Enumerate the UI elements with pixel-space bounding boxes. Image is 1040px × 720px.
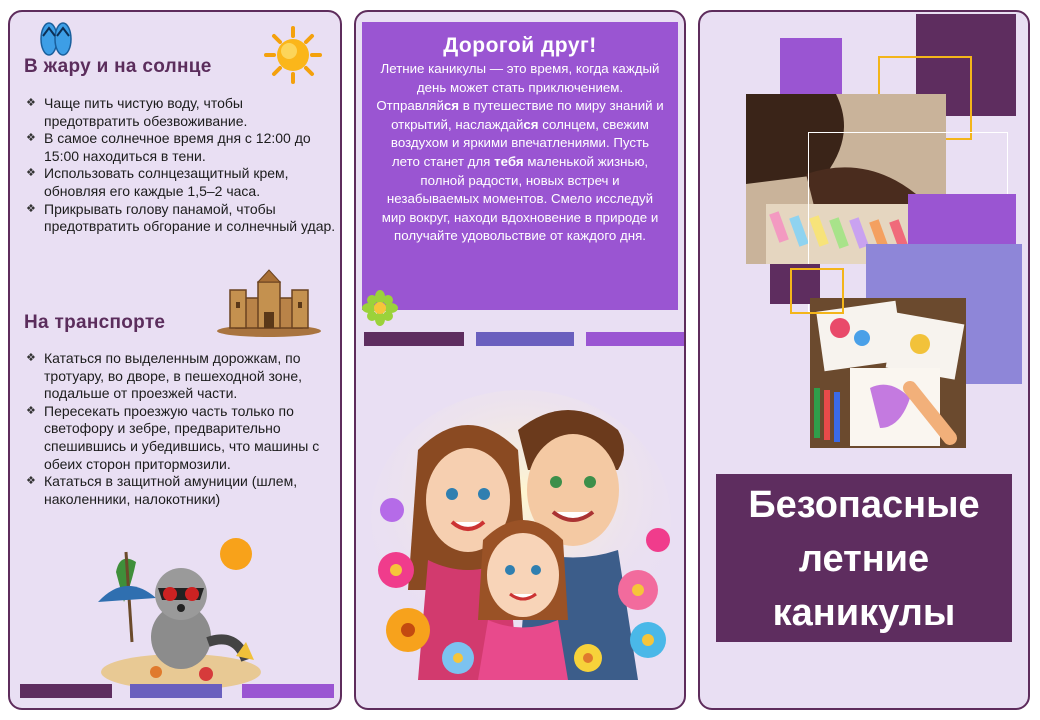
- list-item: ❖ Кататься по выделенным дорожкам, по тротуару, во дворе, в пешеходной зоне, подальше от проезжей части.: [26, 350, 340, 403]
- section-title-heat: В жару и на солнце: [24, 56, 212, 77]
- heat-tips-list: [26, 95, 336, 236]
- decor-outline: [790, 268, 844, 314]
- transport-tips-list: [26, 350, 340, 508]
- title-line: Безопасные: [748, 484, 980, 526]
- brochure-title: [716, 474, 1012, 642]
- flip-flops-icon: [38, 18, 74, 58]
- decor-bar-1: [20, 684, 112, 698]
- middle-panel: [354, 10, 686, 710]
- decor-bar-3: [586, 332, 686, 346]
- list-item: ❖ Пересекать проезжую часть только по светофору и зебре, предварительно спешившись и убедившись, что машины с обеих сторон притормозили.: [26, 403, 340, 473]
- section-title-transport: На транспорте: [24, 312, 166, 333]
- greeting-text: Летние каникулы — это время, когда каждый день может стать приключением. Отправляйся в путешествие по миру знаний и открытий, наслаждайся солнцем, свежим воздухом и яркими впечатлениями. Пусть лето станет для тебя маленькой жизнью, полной радости, новых встреч и незабываемых моментов. Смело исследуй мир вокруг, находи вдохновение в природе и получайте удовольствие от каждого дня.: [376, 61, 664, 244]
- title-line: каникулы: [772, 592, 956, 634]
- list-item: ❖ Использовать солнцезащитный крем, обновляя его каждые 1,5–2 часа.: [26, 165, 336, 200]
- left-panel: [8, 10, 342, 710]
- flower-icon: [362, 290, 398, 326]
- decor-square: [780, 38, 842, 96]
- list-item: ❖ Чаще пить чистую воду, чтобы предотвратить обезвоживание.: [26, 95, 336, 130]
- raccoon-beach-illustration: [96, 532, 266, 692]
- right-panel: [698, 10, 1030, 710]
- decor-bar-3: [242, 684, 334, 698]
- list-item: ❖ Кататься в защитной амуниции (шлем, наколенники, налокотники): [26, 473, 340, 508]
- sun-icon: [264, 26, 322, 84]
- decor-bar-2: [476, 332, 574, 346]
- list-item: ❖ Прикрывать голову панамой, чтобы предотвратить обгорание и солнечный удар.: [26, 201, 336, 236]
- sand-castle-icon: [214, 268, 324, 338]
- drawing-photo: [810, 298, 966, 448]
- greeting-box: [362, 22, 678, 310]
- list-item: ❖ В самое солнечное время дня с 12:00 до 15:00 находиться в тени.: [26, 130, 336, 165]
- title-line: летние: [798, 538, 930, 580]
- decor-bar-1: [364, 332, 464, 346]
- greeting-title: Дорогой друг!: [443, 34, 597, 57]
- family-illustration: [368, 390, 674, 680]
- decor-bar-2: [130, 684, 222, 698]
